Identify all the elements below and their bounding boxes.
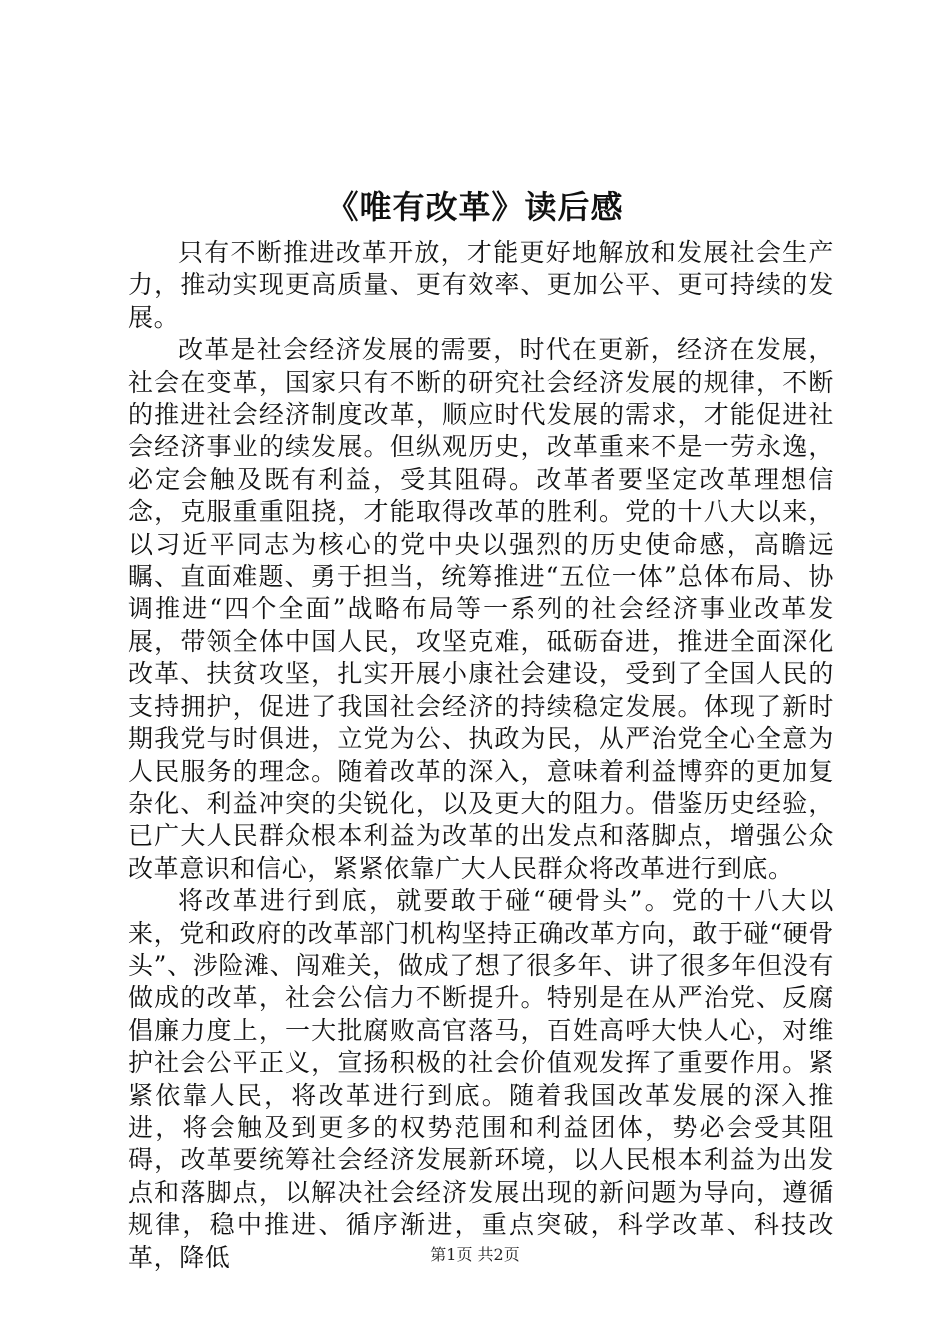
page-number-footer: 第1页 共2页 [430, 1245, 520, 1264]
document-body [128, 237, 834, 1274]
paragraph-2: 改革是社会经济发展的需要，时代在更新，经济在发展，社会在变革，国家只有不断的研究社会经济发展的规律，不断的推进社会经济制度改革，顺应时代发展的需求，才能促进社会经济事业的续发展。但纵观历史，改革重来不是一劳永逸，必定会触及既有利益，受其阻碍。改革者要坚定改革理想信念，克服重重阻挠，才能取得改革的胜利。党的十八大以来，以习近平同志为核心的党中央以强烈的历史使命感，高瞻远瞩、直面难题、勇于担当，统筹推进“五位一体”总体布局、协调推进“四个全面”战略布局等一系列的社会经济事业改革发展，带领全体中国人民，攻坚克难，砥砺奋进，推进全面深化改革、扶贫攻坚，扎实开展小康社会建设，受到了全国人民的支持拥护，促进了我国社会经济的持续稳定发展。体现了新时期我党与时俱进，立党为公、执政为民，从严治党全心全意为人民服务的理念。随着改革的深入，意味着利益博弈的更加复杂化、利益冲突的尖锐化，以及更大的阻力。借鉴历史经验，已广大人民群众根本利益为改革的出发点和落脚点，增强公众改革意识和信心，紧紧依靠广大人民群众将改革进行到底。 [128, 335, 834, 883]
document-title: 《唯有改革》读后感 [326, 188, 624, 226]
paragraph-1: 只有不断推进改革开放，才能更好地解放和发展社会生产力，推动实现更高质量、更有效率、更加公平、更可持续的发展。 [128, 238, 834, 332]
paragraph-3: 将改革进行到底，就要敢于碰“硬骨头”。党的十八大以来，党和政府的改革部门机构坚持正确改革方向，敢于碰“硬骨头”、涉险滩、闯难关，做成了想了很多年、讲了很多年但没有做成的改革，社会公信力不断提升。特别是在从严治党、反腐倡廉力度上，一大批腐败高官落马，百姓高呼大快人心，对维护社会公平正义，宣扬积极的社会价值观发挥了重要作用。紧紧依靠人民，将改革进行到底。随着我国改革发展的深入推进，将会触及到更多的权势范围和利益团体，势必会受其阻碍，改革要统筹社会经济发展新环境，以人民根本利益为出发点和落脚点，以解决社会经济发展出现的新问题为导向，遵循规律，稳中推进、循序渐进，重点突破，科学改革、科技改革，降低 [128, 886, 834, 1272]
